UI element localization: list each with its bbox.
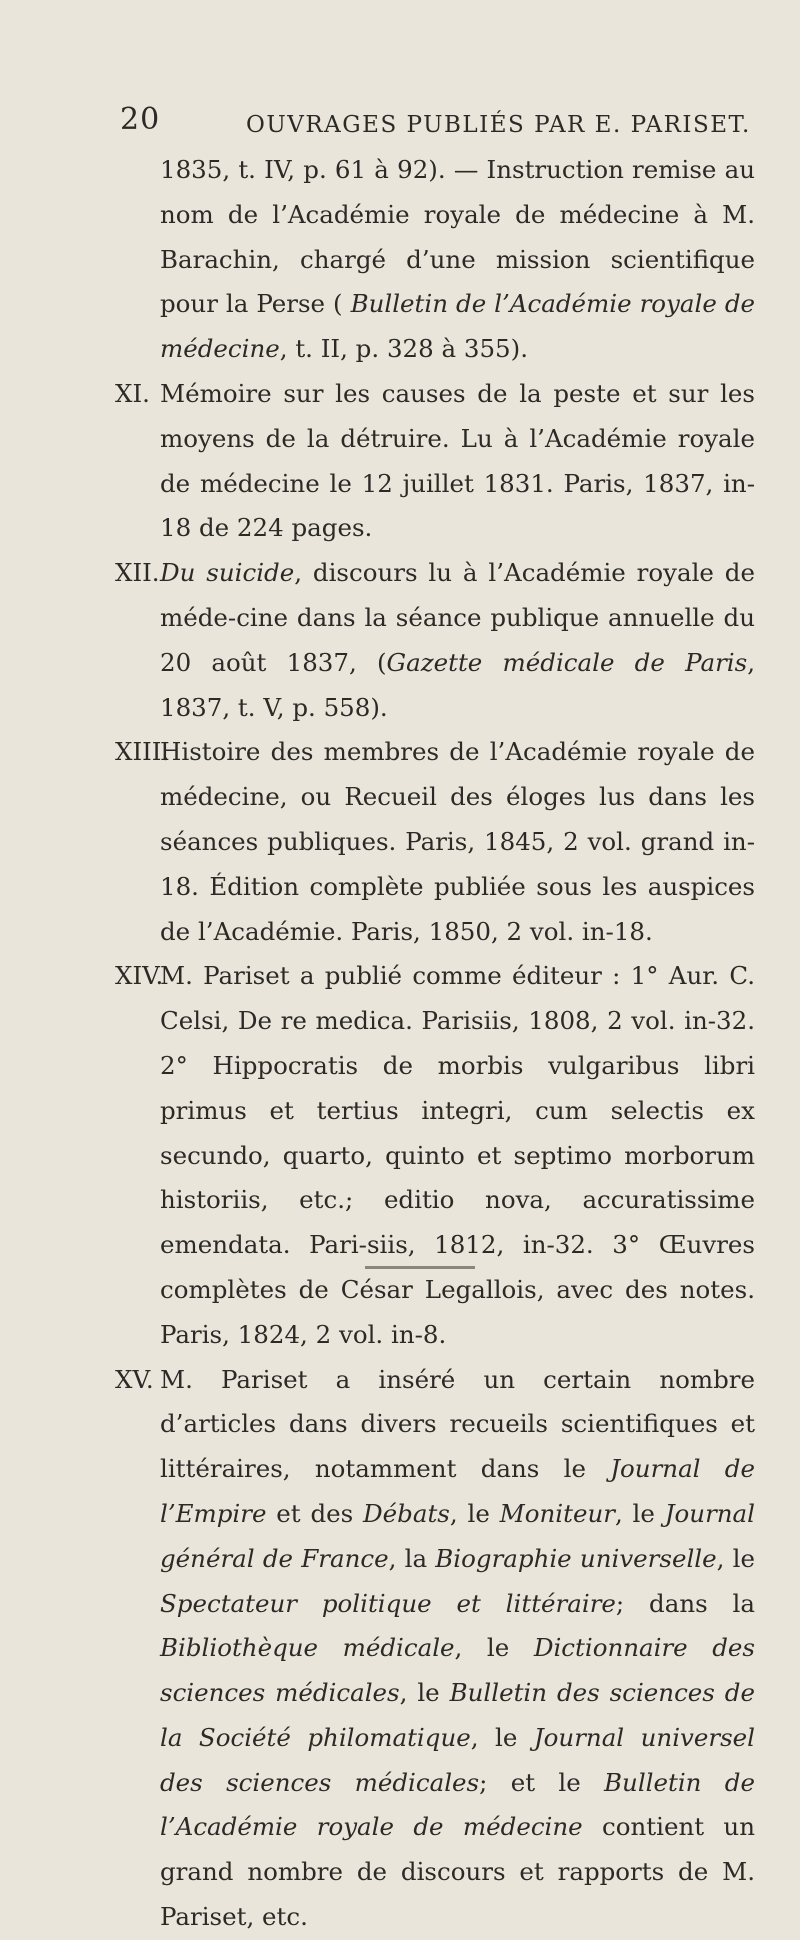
end-rule: [365, 1266, 475, 1269]
italic-title: Débats: [363, 1498, 450, 1528]
entry-text: , le: [470, 1722, 534, 1752]
entry-numeral: XII.: [115, 558, 160, 588]
entry-numeral: XIV.: [115, 961, 164, 991]
entry-text: , le: [614, 1498, 665, 1528]
bibliography-entry: [115, 730, 755, 954]
bibliography-entry: [115, 148, 755, 372]
entry-text: 1835, t. IV, p. 61 à 92). — Instruction remise au nom de l’Académie royale de médecine à M. Barachin, chargé d’une mission scientifique pour la Perse (: [160, 155, 755, 319]
entry-text: contient un grand nombre de discours et rapports de M. Pariset, etc.: [160, 1812, 755, 1932]
entry-text: , 1837, t. V, p. 558).: [160, 647, 755, 722]
italic-title: Gazette médicale de Paris: [386, 647, 748, 677]
italic-title: Biographie universelle: [435, 1543, 717, 1573]
body-text: [115, 148, 755, 1940]
entry-text: Histoire des membres de l’Académie royale de médecine, ou Recueil des éloges lus dans les séances publiques. Paris, 1845, 2 vol. grand in-18. Édition complète publiée sous les auspices de l’Académie. Paris, 1850, 2 vol. in-18.: [160, 737, 755, 946]
entry-text: ; et le: [479, 1767, 605, 1797]
italic-title: Bibliothèque médicale: [160, 1633, 455, 1663]
bibliography-entry: [115, 551, 755, 730]
running-title: OUVRAGES PUBLIÉS PAR E. PARISET.: [246, 112, 751, 138]
entry-text: , le: [454, 1633, 534, 1663]
entry-text: , la: [388, 1543, 436, 1573]
entry-numeral: XV.: [115, 1364, 154, 1394]
italic-title: Spectateur politique et littéraire: [160, 1588, 616, 1618]
italic-title: Journal universel des sciences médicales: [160, 1722, 755, 1797]
italic-title: Du suicide: [160, 558, 295, 588]
italic-title: Moniteur: [499, 1498, 615, 1528]
entry-text: ; dans la: [615, 1588, 755, 1618]
entry-text: et des: [266, 1498, 364, 1528]
entry-numeral: XIII.: [115, 737, 170, 767]
entry-text: , le: [449, 1498, 500, 1528]
italic-title: Bulletin de l’Académie royale de médecine: [160, 1767, 755, 1842]
page-number: 20: [120, 102, 161, 137]
italic-title: Dictionnaire des sciences médicales: [160, 1633, 756, 1708]
entry-text: , le: [399, 1678, 450, 1708]
italic-title: Bulletin des sciences de la Société philomatique: [160, 1678, 755, 1752]
bibliography-entry: [115, 954, 755, 1357]
page-header: [120, 100, 760, 140]
entry-text: M. Pariset a publié comme éditeur : 1° Aur. C. Celsi, De re medica. Parisiis, 1808, 2 vol. in-32. 2° Hippocratis de morbis vulgaribus libri primus et tertius integri, cum selectis ex secundo, quarto, quinto et septimo morborum historiis, etc.; editio nova, accuratissime emendata. Pari-siis, 1812, in-32. 3° Œuvres complètes de César Legallois, avec des notes. Paris, 1824, 2 vol. in-8.: [160, 961, 755, 1349]
entry-text: , le: [716, 1543, 755, 1573]
bibliography-entry: [115, 1358, 755, 1940]
italic-title: Journal général de France: [160, 1498, 756, 1573]
bibliography-entry: [115, 372, 755, 551]
italic-title: Journal de l’Empire: [160, 1454, 755, 1528]
entry-numeral: XI.: [115, 378, 150, 408]
entry-text: , t. II, p. 328 à 355).: [279, 334, 528, 364]
italic-title: Bulletin de l’Académie royale de médecine: [160, 289, 755, 364]
entry-text: Mémoire sur les causes de la peste et sur les moyens de la détruire. Lu à l’Académie royale de médecine le 12 juillet 1831. Paris, 1837, in-18 de 224 pages.: [160, 378, 755, 543]
entry-text: , discours lu à l’Académie royale de méde-cine dans la séance publique annuelle du 20 août 1837, (: [160, 558, 755, 677]
entry-text: M. Pariset a inséré un certain nombre d’articles dans divers recueils scientifiques et littéraires, notamment dans le: [160, 1364, 755, 1484]
